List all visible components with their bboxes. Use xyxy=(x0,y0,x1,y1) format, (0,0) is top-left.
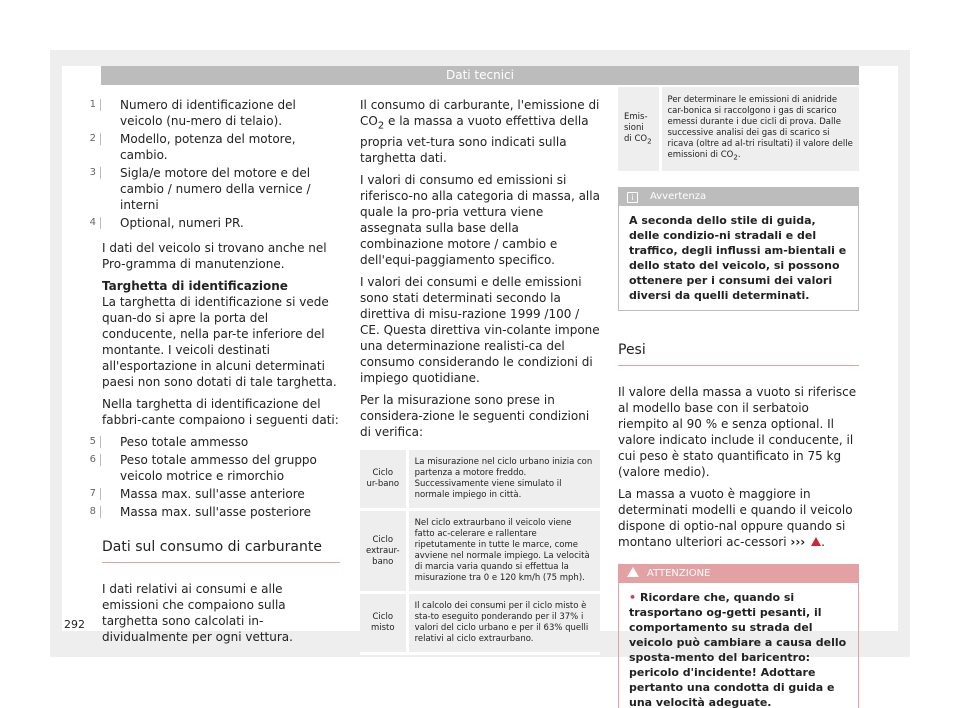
conditions-table xyxy=(360,450,600,655)
table-value: Il calcolo dei consumi per il ciclo misto è sta-to eseguito ponderando per il 37% i valori del ciclo urbano e per il 63% quelli relativi al ciclo extraurbano. xyxy=(407,593,600,654)
text-part: Per determinare le emissioni di anidride car-bonica si raccolgono i gas di scarico emessi durante i due cicli di prova. Dalle successive analisi dei gas di scarico si ricava (oltre ad al-tri risultati) il valore delle emissioni di CO xyxy=(667,95,853,160)
item-number: 2 xyxy=(89,133,96,144)
item-number: 1 xyxy=(89,99,96,110)
list-item xyxy=(89,215,340,231)
number-divider xyxy=(100,488,101,500)
paragraph: La targhetta di identificazione si vede quan-do si apre la porta del conducente, nella par-te inferiore del montante. I veicoli destinati all'esportazione in alcuni determinati paesi non sono dotati di tale targhetta. xyxy=(102,295,337,389)
table-key: Ciclo ur-bano xyxy=(360,450,407,510)
text-part: e la massa a vuoto effettiva della propria vet-tura sono indicati sulla targhetta dati. xyxy=(360,114,589,166)
warning-title: ATTENZIONE xyxy=(647,567,711,579)
warning-box xyxy=(618,564,859,708)
item-text: Massa max. sull'asse posteriore xyxy=(120,505,311,519)
number-divider xyxy=(100,454,101,466)
section-heading-pesi: Pesi xyxy=(618,341,859,366)
item-text: Numero di identificazione del veicolo (nu-mero di telaio). xyxy=(120,98,296,128)
item-number: 8 xyxy=(89,506,96,517)
table-row xyxy=(360,593,600,654)
subheading: Targhetta di identificazione xyxy=(102,279,288,293)
paragraph: I dati del veicolo si trovano anche nel Pro-gramma di manutenzione. xyxy=(102,241,327,271)
section-heading-consumo: Dati sul consumo di carburante xyxy=(102,538,340,563)
list-item xyxy=(89,452,340,484)
number-divider xyxy=(100,436,101,448)
subscript: 2 xyxy=(647,136,652,146)
text-part: La massa a vuoto è maggiore in determinati modelli e quando il veicolo dispone di optio-nal oppure quando si montano ulteriori ac-cessori xyxy=(618,486,853,549)
list-item xyxy=(89,97,340,129)
note-title: Avvertenza xyxy=(650,190,707,202)
list-item xyxy=(89,504,340,520)
table-row xyxy=(360,450,600,510)
number-divider xyxy=(100,167,101,179)
list-item xyxy=(89,486,340,502)
table-value: Nel ciclo extraurbano il veicolo viene fatto ac-celerare e rallentare ripetutamente in tutte le marce, come avviene nel normale impiego. La velocità di marcia varia quando si effettua la misurazione tra 0 e 120 km/h (75 mph). xyxy=(407,510,600,593)
paragraph: I dati relativi ai consumi e alle emissioni che compaiono sulla targhetta sono calcolati in-dividualmente per ogni vettura. xyxy=(102,582,293,644)
number-divider xyxy=(100,506,101,518)
text-part: Il consumo di carburante, l'emissione di CO xyxy=(360,98,600,128)
warning-body xyxy=(619,583,858,708)
item-text: Sigla/e motore del motore e del cambio / numero della vernice / interni xyxy=(120,166,311,212)
item-text: Modello, potenza del motore, cambio. xyxy=(120,132,296,162)
table-key: Ciclo extraur-bano xyxy=(360,510,407,593)
column-3 xyxy=(618,97,859,708)
item-text: Optional, numeri PR. xyxy=(120,216,244,230)
warning-triangle-icon xyxy=(627,567,639,577)
bullet: • xyxy=(629,590,637,604)
item-number: 6 xyxy=(89,454,96,465)
header-bar xyxy=(101,66,859,85)
table-key: Ciclo misto xyxy=(360,593,407,654)
item-number: 4 xyxy=(89,217,96,228)
column-1 xyxy=(89,97,340,651)
subscript: 2 xyxy=(733,152,738,162)
subscript: 2 xyxy=(377,120,385,132)
paragraph-co2 xyxy=(360,97,600,166)
table-row xyxy=(360,510,600,593)
note-header xyxy=(619,188,858,206)
note-body: A seconda dello stile di guida, delle condizio-ni stradali e del traffico, degli influssi am-bientali e dello stato del veicolo, si possono ottenere per i consumi dei valori diversi da quelli determinati. xyxy=(629,213,847,302)
number-divider xyxy=(100,217,101,229)
item-text: Peso totale ammesso del gruppo veicolo motrice e rimorchio xyxy=(120,453,317,483)
page-number: 292 xyxy=(64,618,85,631)
paragraph: I valori dei consumi e delle emissioni sono stati determinati secondo la direttiva di misu-razione 1999 /100 / CE. Questa direttiva vin-colante impone una determinazione realisti-ca del consumo considerando le condizioni di impiego quotidiane. xyxy=(360,275,600,386)
paragraph: Il valore della massa a vuoto si riferisce al modello base con il serbatoio riempito al 90 % e senza optional. Il valore indicato include il conducente, il cui peso è stato quantificato in 75 kg (valore medio). xyxy=(618,384,857,479)
item-number: 7 xyxy=(89,488,96,499)
number-divider xyxy=(100,99,101,111)
item-text: Peso totale ammesso xyxy=(120,435,249,449)
paragraph: Per la misurazione sono prese in considera-zione le seguenti condizioni di verifica: xyxy=(360,393,590,440)
item-number: 5 xyxy=(89,436,96,447)
list-item xyxy=(89,165,340,213)
number-divider xyxy=(100,133,101,145)
list-item xyxy=(89,434,340,450)
emissions-table xyxy=(618,87,859,171)
warning-header xyxy=(619,565,858,583)
text-part: . xyxy=(737,150,741,160)
table-value: La misurazione nel ciclo urbano inizia con partenza a motore freddo. Successivamente viene simulato il normale impiego in città. xyxy=(407,450,600,510)
paragraph-accessories: La massa a vuoto è maggiore in determinati modelli e quando il veicolo dispone di optio-nal oppure quando si montano ulteriori ac-cessori ››› . xyxy=(618,486,853,549)
warning-text: Ricordare che, quando si trasportano og-getti pesanti, il comportamento su strada del veicolo può cambiare a causa dello sposta-mento del baricentro: pericolo d'incidente! Adottare pertanto una condotta di guida e una velocità adeguate. xyxy=(629,590,847,708)
list-item xyxy=(89,131,340,163)
item-text: Massa max. sull'asse anteriore xyxy=(120,487,305,501)
text-part: Emis-sioni di CO xyxy=(624,111,648,144)
note-box xyxy=(618,187,859,311)
table-row xyxy=(618,87,859,171)
item-number: 3 xyxy=(89,167,96,178)
table-value xyxy=(660,87,859,171)
numbered-list-1 xyxy=(89,97,340,231)
info-icon: i xyxy=(627,192,638,203)
paragraph: Nella targhetta di identificazione del fabbri-cante compaiono i seguenti dati: xyxy=(102,397,339,427)
table-key xyxy=(618,87,660,171)
paragraph: I valori di consumo ed emissioni si riferisco-no alla categoria di massa, alla quale la pro-pria vettura viene assegnata sulla base della combinazione motore / cambio e dell'equi-paggiamento specifico. xyxy=(360,173,600,268)
cross-reference-arrows: ››› xyxy=(790,534,806,549)
warning-icon xyxy=(811,537,821,546)
column-2 xyxy=(360,97,600,655)
header-title: Dati tecnici xyxy=(445,68,514,82)
numbered-list-2 xyxy=(89,434,340,520)
